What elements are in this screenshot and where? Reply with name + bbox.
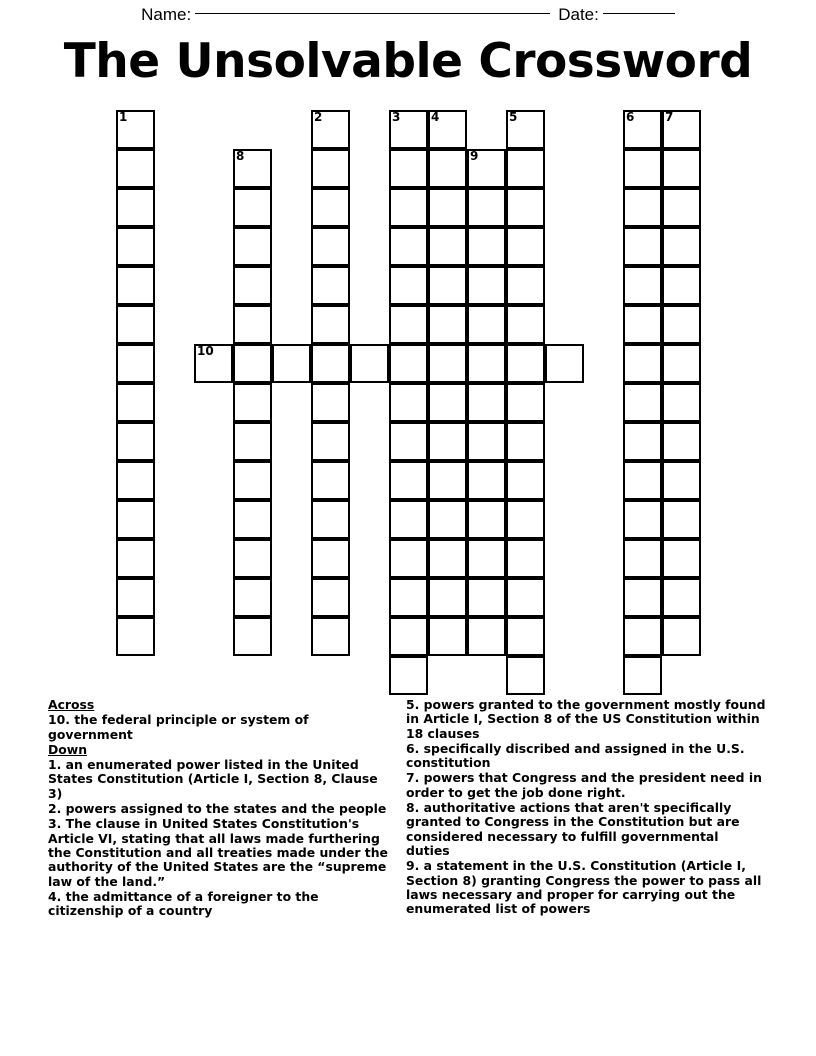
grid-cell[interactable] bbox=[506, 188, 545, 227]
across-clue-list bbox=[48, 713, 394, 742]
grid-cell[interactable] bbox=[311, 110, 350, 149]
clue-section bbox=[0, 698, 816, 958]
grid-cell[interactable] bbox=[233, 422, 272, 461]
clue-item: 4. the admittance of a foreigner to the citizenship of a country bbox=[48, 888, 319, 919]
grid-cell[interactable] bbox=[389, 344, 428, 383]
grid-cell[interactable] bbox=[428, 266, 467, 305]
grid-cell[interactable] bbox=[623, 539, 662, 578]
grid-cell[interactable] bbox=[116, 149, 155, 188]
grid-cell[interactable] bbox=[311, 227, 350, 266]
grid-cell[interactable] bbox=[116, 422, 155, 461]
clue-item: 7. powers that Congress and the president need in order to get the job done right. bbox=[406, 770, 762, 800]
grid-cell[interactable] bbox=[467, 500, 506, 539]
grid-cell[interactable] bbox=[428, 110, 467, 149]
grid-cell[interactable] bbox=[428, 305, 467, 344]
grid-cell[interactable] bbox=[545, 344, 584, 383]
grid-cell[interactable] bbox=[623, 578, 662, 617]
grid-cell[interactable] bbox=[467, 383, 506, 422]
grid-cell[interactable] bbox=[389, 305, 428, 344]
grid-cell[interactable] bbox=[623, 422, 662, 461]
grid-cell[interactable] bbox=[428, 383, 467, 422]
grid-cell[interactable] bbox=[467, 305, 506, 344]
grid-cell[interactable] bbox=[233, 227, 272, 266]
grid-cell[interactable] bbox=[311, 617, 350, 656]
grid-cell[interactable] bbox=[623, 305, 662, 344]
grid-cell[interactable] bbox=[116, 305, 155, 344]
grid-cell[interactable] bbox=[116, 461, 155, 500]
grid-cell[interactable] bbox=[506, 149, 545, 188]
grid-cell[interactable] bbox=[233, 149, 272, 188]
grid-cell[interactable] bbox=[662, 539, 701, 578]
date-label: Date: bbox=[558, 5, 599, 24]
grid-cell[interactable] bbox=[311, 266, 350, 305]
grid-cell[interactable] bbox=[350, 344, 389, 383]
grid-cell[interactable] bbox=[467, 227, 506, 266]
grid-cell[interactable] bbox=[116, 617, 155, 656]
grid-cell[interactable] bbox=[623, 344, 662, 383]
grid-cell[interactable] bbox=[233, 305, 272, 344]
grid-cell[interactable] bbox=[311, 305, 350, 344]
clue-column-left bbox=[48, 698, 394, 919]
grid-cell[interactable] bbox=[662, 305, 701, 344]
grid-cell[interactable] bbox=[428, 344, 467, 383]
grid-cell[interactable] bbox=[233, 383, 272, 422]
grid-cell[interactable] bbox=[623, 227, 662, 266]
grid-cell[interactable] bbox=[428, 500, 467, 539]
grid-cell[interactable] bbox=[506, 305, 545, 344]
grid-cell[interactable] bbox=[662, 578, 701, 617]
down-clue-list-left bbox=[48, 758, 394, 918]
grid-cell[interactable] bbox=[389, 617, 428, 656]
grid-cell[interactable] bbox=[116, 227, 155, 266]
grid-cell[interactable] bbox=[428, 617, 467, 656]
grid-cell[interactable] bbox=[389, 500, 428, 539]
grid-cell[interactable] bbox=[506, 539, 545, 578]
clue-item: 9. a statement in the U.S. Constitution (Article I, Section 8) granting Congress the power to pass all laws necessary and proper for carrying out the enumerated list of powers bbox=[406, 858, 762, 917]
clue-item: 8. authoritative actions that aren't specifically granted to Congress in the Constitution but are considered necessary to fulfill governmental duties bbox=[406, 800, 740, 858]
grid-cell[interactable] bbox=[389, 149, 428, 188]
clue-item: 2. powers assigned to the states and the people bbox=[48, 801, 387, 817]
grid-cell[interactable] bbox=[506, 578, 545, 617]
grid-cell[interactable] bbox=[662, 227, 701, 266]
grid-cell[interactable] bbox=[467, 149, 506, 188]
grid-cell[interactable] bbox=[623, 461, 662, 500]
grid-cell-number: 7 bbox=[665, 110, 674, 124]
grid-cell-number: 10 bbox=[197, 344, 214, 358]
grid-cell-number: 8 bbox=[236, 149, 245, 163]
grid-cell-number: 3 bbox=[392, 110, 401, 124]
grid-cell-number: 6 bbox=[626, 110, 635, 124]
clue-item: 6. specifically discribed and assigned in the U.S. constitution bbox=[406, 740, 745, 771]
grid-cell[interactable] bbox=[311, 578, 350, 617]
grid-cell[interactable] bbox=[428, 149, 467, 188]
grid-cell[interactable] bbox=[389, 578, 428, 617]
clue-item: 3. The clause in United States Constitution's Article VI, stating that all laws made furthering the Constitution and all treaties made under the authority of the United States are the “supreme law of the land.” bbox=[48, 816, 388, 889]
clue-item: 10. the federal principle or system of government bbox=[48, 712, 309, 742]
grid-cell[interactable] bbox=[389, 266, 428, 305]
grid-cell[interactable] bbox=[233, 578, 272, 617]
grid-cell[interactable] bbox=[467, 539, 506, 578]
grid-cell[interactable] bbox=[428, 422, 467, 461]
grid-cell[interactable] bbox=[233, 188, 272, 227]
grid-cell[interactable] bbox=[623, 383, 662, 422]
grid-cell[interactable] bbox=[623, 266, 662, 305]
grid-cell[interactable] bbox=[116, 344, 155, 383]
grid-cell[interactable] bbox=[428, 188, 467, 227]
grid-cell[interactable] bbox=[467, 188, 506, 227]
grid-cell[interactable] bbox=[116, 266, 155, 305]
grid-cell[interactable] bbox=[233, 266, 272, 305]
grid-cell[interactable] bbox=[506, 461, 545, 500]
grid-cell[interactable] bbox=[662, 149, 701, 188]
grid-cell[interactable] bbox=[662, 461, 701, 500]
grid-cell[interactable] bbox=[662, 110, 701, 149]
grid-cell[interactable] bbox=[506, 656, 545, 695]
grid-cell[interactable] bbox=[506, 110, 545, 149]
grid-cell[interactable] bbox=[506, 617, 545, 656]
grid-cell[interactable] bbox=[506, 227, 545, 266]
grid-cell[interactable] bbox=[311, 149, 350, 188]
grid-cell[interactable] bbox=[506, 266, 545, 305]
grid-cell[interactable] bbox=[428, 578, 467, 617]
grid-cell[interactable] bbox=[116, 539, 155, 578]
page-title: The Unsolvable Crossword bbox=[63, 34, 753, 89]
grid-cell[interactable] bbox=[506, 500, 545, 539]
grid-cell-number: 9 bbox=[470, 149, 479, 163]
grid-cell[interactable] bbox=[506, 344, 545, 383]
grid-cell[interactable] bbox=[623, 188, 662, 227]
grid-cell[interactable] bbox=[467, 617, 506, 656]
grid-cell[interactable] bbox=[233, 617, 272, 656]
grid-cell[interactable] bbox=[311, 188, 350, 227]
grid-cell-number: 1 bbox=[119, 110, 128, 124]
grid-cell[interactable] bbox=[233, 461, 272, 500]
grid-cell[interactable] bbox=[623, 149, 662, 188]
grid-cell[interactable] bbox=[623, 500, 662, 539]
grid-cell[interactable] bbox=[662, 500, 701, 539]
grid-cell[interactable] bbox=[389, 656, 428, 695]
grid-cell[interactable] bbox=[623, 110, 662, 149]
grid-cell[interactable] bbox=[467, 266, 506, 305]
grid-cell[interactable] bbox=[311, 539, 350, 578]
grid-cell[interactable] bbox=[116, 110, 155, 149]
grid-cell[interactable] bbox=[428, 227, 467, 266]
down-heading: Down bbox=[48, 741, 88, 757]
grid-cell[interactable] bbox=[506, 422, 545, 461]
grid-cell-number: 4 bbox=[431, 110, 440, 124]
grid-cell[interactable] bbox=[311, 461, 350, 500]
grid-cell[interactable] bbox=[233, 539, 272, 578]
grid-cell[interactable] bbox=[194, 344, 233, 383]
grid-cell[interactable] bbox=[389, 227, 428, 266]
grid-cell[interactable] bbox=[116, 500, 155, 539]
grid-cell[interactable] bbox=[467, 578, 506, 617]
grid-cell[interactable] bbox=[311, 422, 350, 461]
grid-cell[interactable] bbox=[662, 344, 701, 383]
grid-cell[interactable] bbox=[428, 539, 467, 578]
grid-cell[interactable] bbox=[311, 500, 350, 539]
grid-cell[interactable] bbox=[662, 188, 701, 227]
grid-cell[interactable] bbox=[662, 266, 701, 305]
grid-cell-number: 5 bbox=[509, 110, 518, 124]
grid-cell[interactable] bbox=[506, 383, 545, 422]
grid-cell[interactable] bbox=[389, 422, 428, 461]
grid-cell[interactable] bbox=[233, 344, 272, 383]
grid-cell[interactable] bbox=[116, 188, 155, 227]
grid-cell[interactable] bbox=[311, 344, 350, 383]
grid-cell[interactable] bbox=[272, 344, 311, 383]
grid-cell[interactable] bbox=[662, 422, 701, 461]
grid-cell[interactable] bbox=[389, 461, 428, 500]
grid-cell[interactable] bbox=[389, 110, 428, 149]
clue-item: 5. powers granted to the government mostly found in Article I, Section 8 of the US Constitution within 18 clauses bbox=[406, 697, 766, 741]
grid-cell-number: 2 bbox=[314, 110, 323, 124]
grid-cell[interactable] bbox=[662, 383, 701, 422]
grid-cell[interactable] bbox=[116, 578, 155, 617]
across-heading: Across bbox=[48, 697, 95, 712]
name-label: Name: bbox=[141, 5, 192, 24]
grid-cell[interactable] bbox=[428, 461, 467, 500]
grid-cell[interactable] bbox=[311, 383, 350, 422]
grid-cell[interactable] bbox=[467, 461, 506, 500]
grid-cell[interactable] bbox=[233, 500, 272, 539]
grid-cell[interactable] bbox=[389, 539, 428, 578]
grid-cell[interactable] bbox=[116, 383, 155, 422]
down-clue-list-right bbox=[406, 698, 766, 916]
grid-cell[interactable] bbox=[389, 383, 428, 422]
grid-cell[interactable] bbox=[623, 617, 662, 656]
grid-cell[interactable] bbox=[467, 344, 506, 383]
grid-cell[interactable] bbox=[467, 422, 506, 461]
grid-cell[interactable] bbox=[623, 656, 662, 695]
grid-cell[interactable] bbox=[389, 188, 428, 227]
clue-column-right bbox=[406, 698, 766, 917]
clue-item: 1. an enumerated power listed in the United States Constitution (Article I, Section 8, Clause 3) bbox=[48, 757, 378, 801]
grid-cell[interactable] bbox=[662, 617, 701, 656]
